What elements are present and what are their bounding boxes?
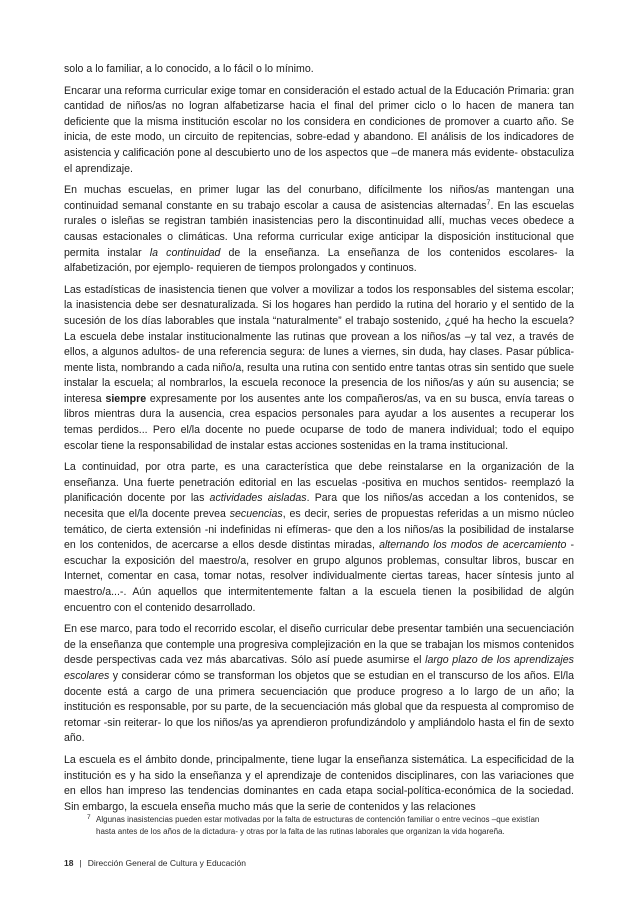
emphasis-largo-plazo: largo plazo de los aprendizajes escolares [64, 654, 574, 682]
footer-separator: | [79, 858, 82, 868]
footer-institution: Dirección General de Cultura y Educación [87, 858, 246, 868]
emphasis-continuidad: la continuidad [149, 246, 221, 259]
emphasis-actividades-aisladas: actividades aisladas [209, 492, 307, 505]
footnote-text: Algunas inasistencias pueden estar motivadas por la falta de estructuras de contención familiar o entre vecinos –que existían hasta antes de los años de la dictadura- y otras por la falta de las rutinas laborales que organizan la vida hogareña. [96, 815, 540, 836]
page-footer [64, 858, 246, 868]
paragraph-1: solo a lo familiar, a lo conocido, a lo fácil o lo mínimo. [64, 63, 314, 75]
page-number: 18 [64, 858, 74, 868]
footnote [64, 814, 574, 838]
paragraph-4: Las estadísticas de inasistencia tienen que volver a movilizar a todos los responsables del sistema escolar; la inasistencia debe ser desnaturalizada. Si los hogares han perdido la rutina del horario y el sentido de la sucesión de los días laborables que instala “naturalmente” el trabajo sostenido, ¿qué ha hecho la escuela? La escuela debe instalar institucionalmente las rutinas que provean a los niños/as –y tal vez, a través de ellos, a algunos adultos- de una referencia segura: de lunes a viernes, sin duda, hay clases. Pasar pública-mente lista, nombrando a cada niño/a, resulta una rutina con sentido entre tantas otras sin sentido que suele instalar la escuela; al nombrarlos, la escuela reconoce la presencia de los niños/as y aún su ausencia; se interesa siempre expresamente por los ausentes ante los compañeros/as, va en su busca, envía tareas o libros mientras dura la ausencia, crea espacios personales para ayudar a los ausentes a recuperar los temas perdidos... Pero el/la docente no puede ocuparse de todo de manera individual; todo el equipo escolar tiene la responsabilidad de instalar estas acciones sostenidas en la trama institucional. [64, 283, 575, 452]
paragraph-5: La continuidad, por otra parte, es una característica que debe reinstalarse en la organización de la enseñanza. Una fuerte penetración editorial en las escuelas -positiva en muchos sentidos- reemplazó la planificación docente por las actividades aisladas. Para que los niños/as accedan a los contenidos, se necesita que el/la docente prevea secuencias, es decir, series de propuestas referidas a un mismo núcleo temático, de cierta extensión -ni indefinidas ni efímeras- que den a los niños/as la posibilidad de instalarse en los contenidos, de acercarse a ellos desde distintas miradas, alternando los modos de acercamiento -escuchar la exposición del maestro/a, resolver en grupo algunos problemas, consultar libros, buscar en Internet, comentar en casa, tomar notas, resolver individualmente ciertas tareas, hacer síntesis junto al maestro/a...-. Aún aquellos que intermitentemente faltan a la escuela tienen la posibilidad de algún encuentro con el contenido desarrollado. [64, 461, 574, 614]
footnote-number: 7 [87, 814, 91, 821]
footnote-reference[interactable]: 7 [486, 199, 491, 207]
paragraph-7: La escuela es el ámbito donde, principalmente, tiene lugar la enseñanza sistemática. La especificidad de la institución es y ha sido la enseñanza y el aprendizaje de contenidos disciplinares, con las variaciones que en ellos han impreso las tendencias dominantes en cada etapa social-política-económica de la sociedad. Sin embargo, la escuela enseña mucho más que la serie de contenidos y las relaciones [64, 753, 574, 813]
paragraph-6: En ese marco, para todo el recorrido escolar, el diseño curricular debe presentar también una secuenciación de la enseñanza que contemple una progresiva complejización en la que se trabajan los mismos contenidos desde perspectivas cada vez más abarcativas. Sólo así puede asumirse el largo plazo de los aprendizajes escolares y considerar cómo se transforman los objetos que se estudian en el transcurso de los años. El/la docente está a cargo de una primera secuenciación que produce progreso a lo largo de un año; la institución es responsable, por su parte, de la secuenciación más global que da respuesta al compromiso de retomar -sin reiterar- lo que los niños/as ya aprendieron profundizándolo y ampliándolo hasta el fin de sexto año. [64, 623, 574, 745]
emphasis-secuencias: secuencias [229, 508, 283, 521]
paragraph-3: En muchas escuelas, en primer lugar las del conurbano, difícilmente los niños/as mantengan una continuidad semanal constante en su trabajo escolar a causa de asistencias alternadas$^7$. En las escuelas rurales o isleñas se registran también inasistencias pero la discontinuidad allí, muchas veces obedece a causas estacionales o climáticas. Una reforma curricular exige anticipar la disposición institucional que permita instalar la continuidad de la enseñanza. La enseñanza de los contenidos escolares- la alfabetización, por ejemplo- requieren de tiempos prolongados y continuos. [64, 184, 574, 275]
paragraph-2: Encarar una reforma curricular exige tomar en consideración el estado actual de la Educación Primaria: gran cantidad de niños/as no logran alfabetizarse hacia el final del primer ciclo o lo hacen de manera tan deficiente que la misma institución escolar no los considera en condiciones de promover a cuarto año. Se inicia, de este modo, un circuito de repitencias, sobre-edad y abandono. El análisis de los indicadores de asistencia y calificación pone al descubierto uno de los aspectos que –de manera más evidente- obstaculiza el aprendizaje. [64, 84, 574, 175]
emphasis-siempre: siempre [105, 392, 147, 405]
emphasis-modos-acercamiento: alternando los modos de acercamiento [379, 539, 567, 552]
body-text [64, 62, 574, 821]
